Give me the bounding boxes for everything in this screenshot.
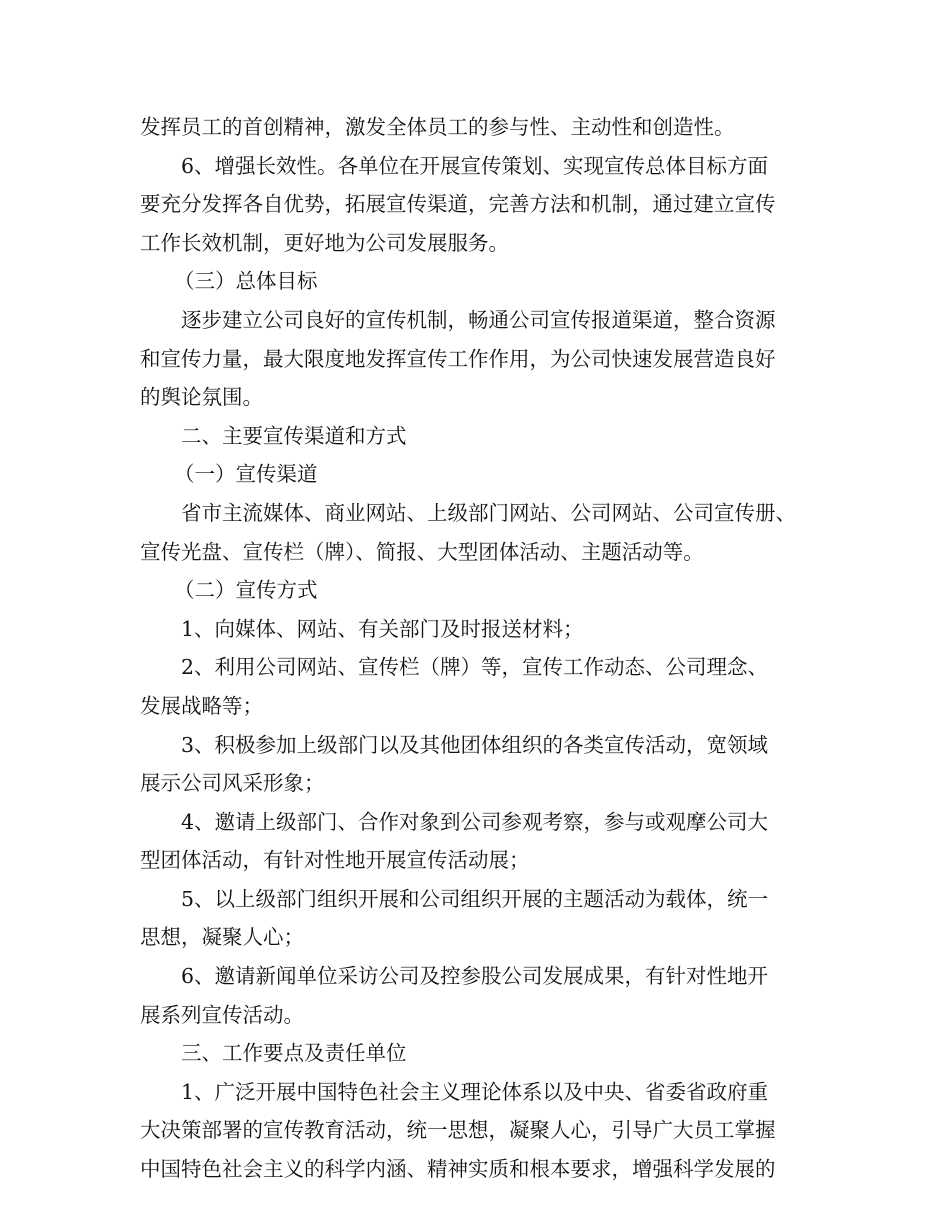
text-line: 5、以上级部门组织开展和公司组织开展的主题活动为载体，统一 (181, 886, 769, 911)
text-line: 型团体活动，有针对性地开展宣传活动展； (140, 848, 530, 873)
text-line: 1、广泛开展中国特色社会主义理论体系以及中央、省委省政府重 (181, 1079, 769, 1104)
text-line: 展示公司风采形象； (140, 771, 325, 796)
text-line: 要充分发挥各自优势，拓展宣传渠道，完善方法和机制，通过建立宣传 (140, 192, 776, 217)
text-line: 二、主要宣传渠道和方式 (181, 423, 407, 448)
text-line: 2、利用公司网站、宣传栏（牌）等，宣传工作动态、公司理念、 (181, 655, 769, 680)
section-heading: （一）宣传渠道 (174, 462, 318, 487)
text-line: 省市主流媒体、商业网站、上级部门网站、公司网站、公司宣传册、 (181, 500, 796, 525)
document-body (140, 108, 830, 1189)
text-line: 3、积极参加上级部门以及其他团体组织的各类宣传活动，宽领域 (181, 732, 769, 757)
text-line: 发展战略等； (140, 693, 263, 718)
text-line: 6、邀请新闻单位采访公司及控参股公司发展成果，有针对性地开 (181, 964, 769, 989)
text-line: 大决策部署的宣传教育活动，统一思想，凝聚人心，引导广大员工掌握 (140, 1118, 776, 1143)
text-line: 4、邀请上级部门、合作对象到公司参观考察，参与或观摩公司大 (181, 809, 769, 834)
text-line: 逐步建立公司良好的宣传机制，畅通公司宣传报道渠道，整合资源 (181, 307, 776, 332)
text-line: 三、工作要点及责任单位 (181, 1041, 407, 1066)
text-line: 和宣传力量，最大限度地发挥宣传工作作用，为公司快速发展营造良好 (140, 346, 776, 371)
text-line: 6、增强长效性。各单位在开展宣传策划、实现宣传总体目标方面 (181, 153, 769, 178)
text-line: 思想，凝聚人心； (140, 925, 304, 950)
text-line: 展系列宣传活动。 (140, 1002, 304, 1027)
section-heading: （二）宣传方式 (174, 578, 318, 603)
text-line: 宣传光盘、宣传栏（牌）、简报、大型团体活动、主题活动等。 (140, 539, 704, 564)
text-line: 的舆论氛围。 (140, 385, 263, 410)
text-line: 中国特色社会主义的科学内涵、精神实质和根本要求，增强科学发展的 (140, 1157, 776, 1182)
text-line: 工作长效机制，更好地为公司发展服务。 (140, 230, 509, 255)
text-line: 发挥员工的首创精神，激发全体员工的参与性、主动性和创造性。 (140, 115, 735, 139)
section-heading: （三）总体目标 (174, 269, 318, 294)
text-line: 1、向媒体、网站、有关部门及时报送材料； (181, 616, 584, 641)
